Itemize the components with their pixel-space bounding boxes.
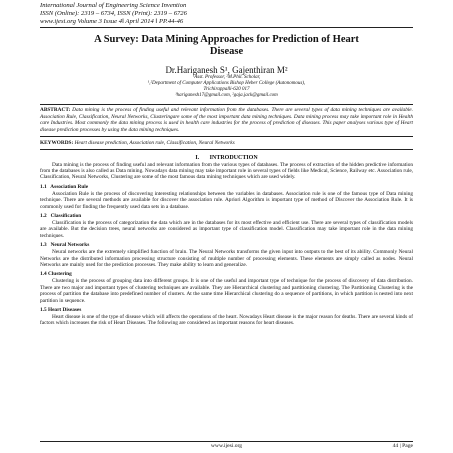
page-footer: [40, 441, 413, 449]
affiliation-line: ¹Asst. Professor, ²M.Phil. Scholar,: [192, 75, 261, 80]
subsection-title-neural-networks: 1.3 Neural Networks: [40, 242, 90, 249]
header-rule: [40, 27, 413, 28]
abstract: [40, 104, 413, 137]
journal-name: International Journal of Engineering Science Invention: [40, 2, 187, 9]
keywords-text: Heart disease prediction, Association rule, Classification, Neural Networks: [74, 140, 235, 146]
heart-diseases-text: Heart disease is one of the type of disease which will affects the operations of the heart. Nowadays Heart disease is the major reason for deaths. There are several kinds of factors which increases the risk of Heart Diseases. The following are considered as important reasons for heart diseases.: [40, 314, 413, 327]
affiliation-emails: ¹hariganesh17@gmail.com, ²gaja.jack@gmail.com: [175, 93, 278, 98]
affiliation-line: Trichirappalli-620 017: [203, 87, 250, 92]
footer-page-number: 44 | Page: [392, 443, 413, 449]
paper-authors: Dr.Hariganesh S¹, Gajenthiran M²: [165, 65, 288, 75]
keywords-label: KEYWORDS:: [40, 140, 74, 146]
neural-networks-text: Neural networks are the extremely simplified function of brain. The Neural Networks transforms the given input into outputs to the best of its ability. Commonly Neural Networks are the distributed information processing structure consisting of multiple number of processing elements. These elements are simply called as nodes. Neural Networks are mainly used for the prediction processes. They make ability to learn and generalize.: [40, 249, 413, 268]
subsection-title-classification: 1.2 Classification: [40, 212, 82, 219]
introduction-text: Data mining is the process of finding useful and relevant information from the various types of databases. The process of extraction of the hidden predictive information from the databases is also called as Data mining. Nowadays data mining may take important role in several types of fields like Medical, Science, Railway etc. Association rule, Classification, Neural Networks, Clustering are some of the most famous data mining techniques which are used widely.: [40, 161, 413, 181]
journal-issn: ISSN (Online): 2319 – 6734, ISSN (Print): 2319 – 6726: [40, 10, 187, 17]
author-affiliations: [40, 75, 413, 99]
paper-title: [40, 34, 413, 58]
footer-url: www.ijesi.org: [210, 443, 243, 449]
classification-text: Classification is the process of categorization the data which are in the databases for its most effective and efficient use. There are several types of classification models are available. But the decision trees, neural networks are considered as important type of classification model. Classification may take important role in the data mining techniques.: [40, 219, 413, 239]
subsection-title-clustering: 1.4 Clustering: [40, 271, 72, 278]
journal-volume: www.ijesi.org Volume 3 Issue 4ǁ April 2014 ǁ PP.44-46: [40, 18, 184, 25]
abstract-label: ABSTRACT:: [40, 107, 71, 113]
paper-title-line-1: A Survey: Data Mining Approaches for Prediction of Heart: [94, 34, 359, 45]
association-rule-text: Association Rule is the process of discovering interesting relationships between the variables in databases. Association rule is one of the famous type of Data mining technique. There are several methods are available for discover the association rule. Apriori Algorithm is important type of method of Discover the Association Rule. It is commonly used for finding the frequently used data sets in a database.: [40, 190, 413, 210]
subsection-title-association-rule: 1.1 Association Rule: [40, 183, 89, 190]
clustering-text: Clustering is the process of grouping data into different groups. It is one of the useful and important type of technique for the process of discovery of data distribution. There are two major and important types of clustering techniques are available. They are Hierarchical clustering and partitioning clustering. The Partitioning Clustering is the process of partition the database into predefined number of clusters. At the same time Hierarchical clustering do a sequence of partitions, in which partition is nested into next partition in sequence.: [40, 278, 413, 304]
paper-title-line-2: Disease: [209, 46, 244, 57]
section-title-introduction: I. INTRODUCTION: [195, 154, 258, 161]
affiliation-line: ¹,²Department of Computer Applications Bishop Heber College (Autonomous),: [147, 81, 306, 86]
abstract-text: Data mining is the process of finding useful and relevant information from the databases. There are several types of data mining techniques are available. Association Rule, Classification, Neural Networks, Clusteringare some of the most important data mining techniques. Data mining process may take important role in Health care Industries. Most commonly the data mining process is used in health care industries for the process of prediction of diseases. This paper analyses various type of Heart disease prediction processes by using the data mining techniques.: [40, 107, 413, 133]
keywords: [40, 140, 413, 150]
journal-header: [40, 2, 413, 26]
subsection-title-heart-diseases: 1.5 Heart Diseases: [40, 307, 82, 313]
